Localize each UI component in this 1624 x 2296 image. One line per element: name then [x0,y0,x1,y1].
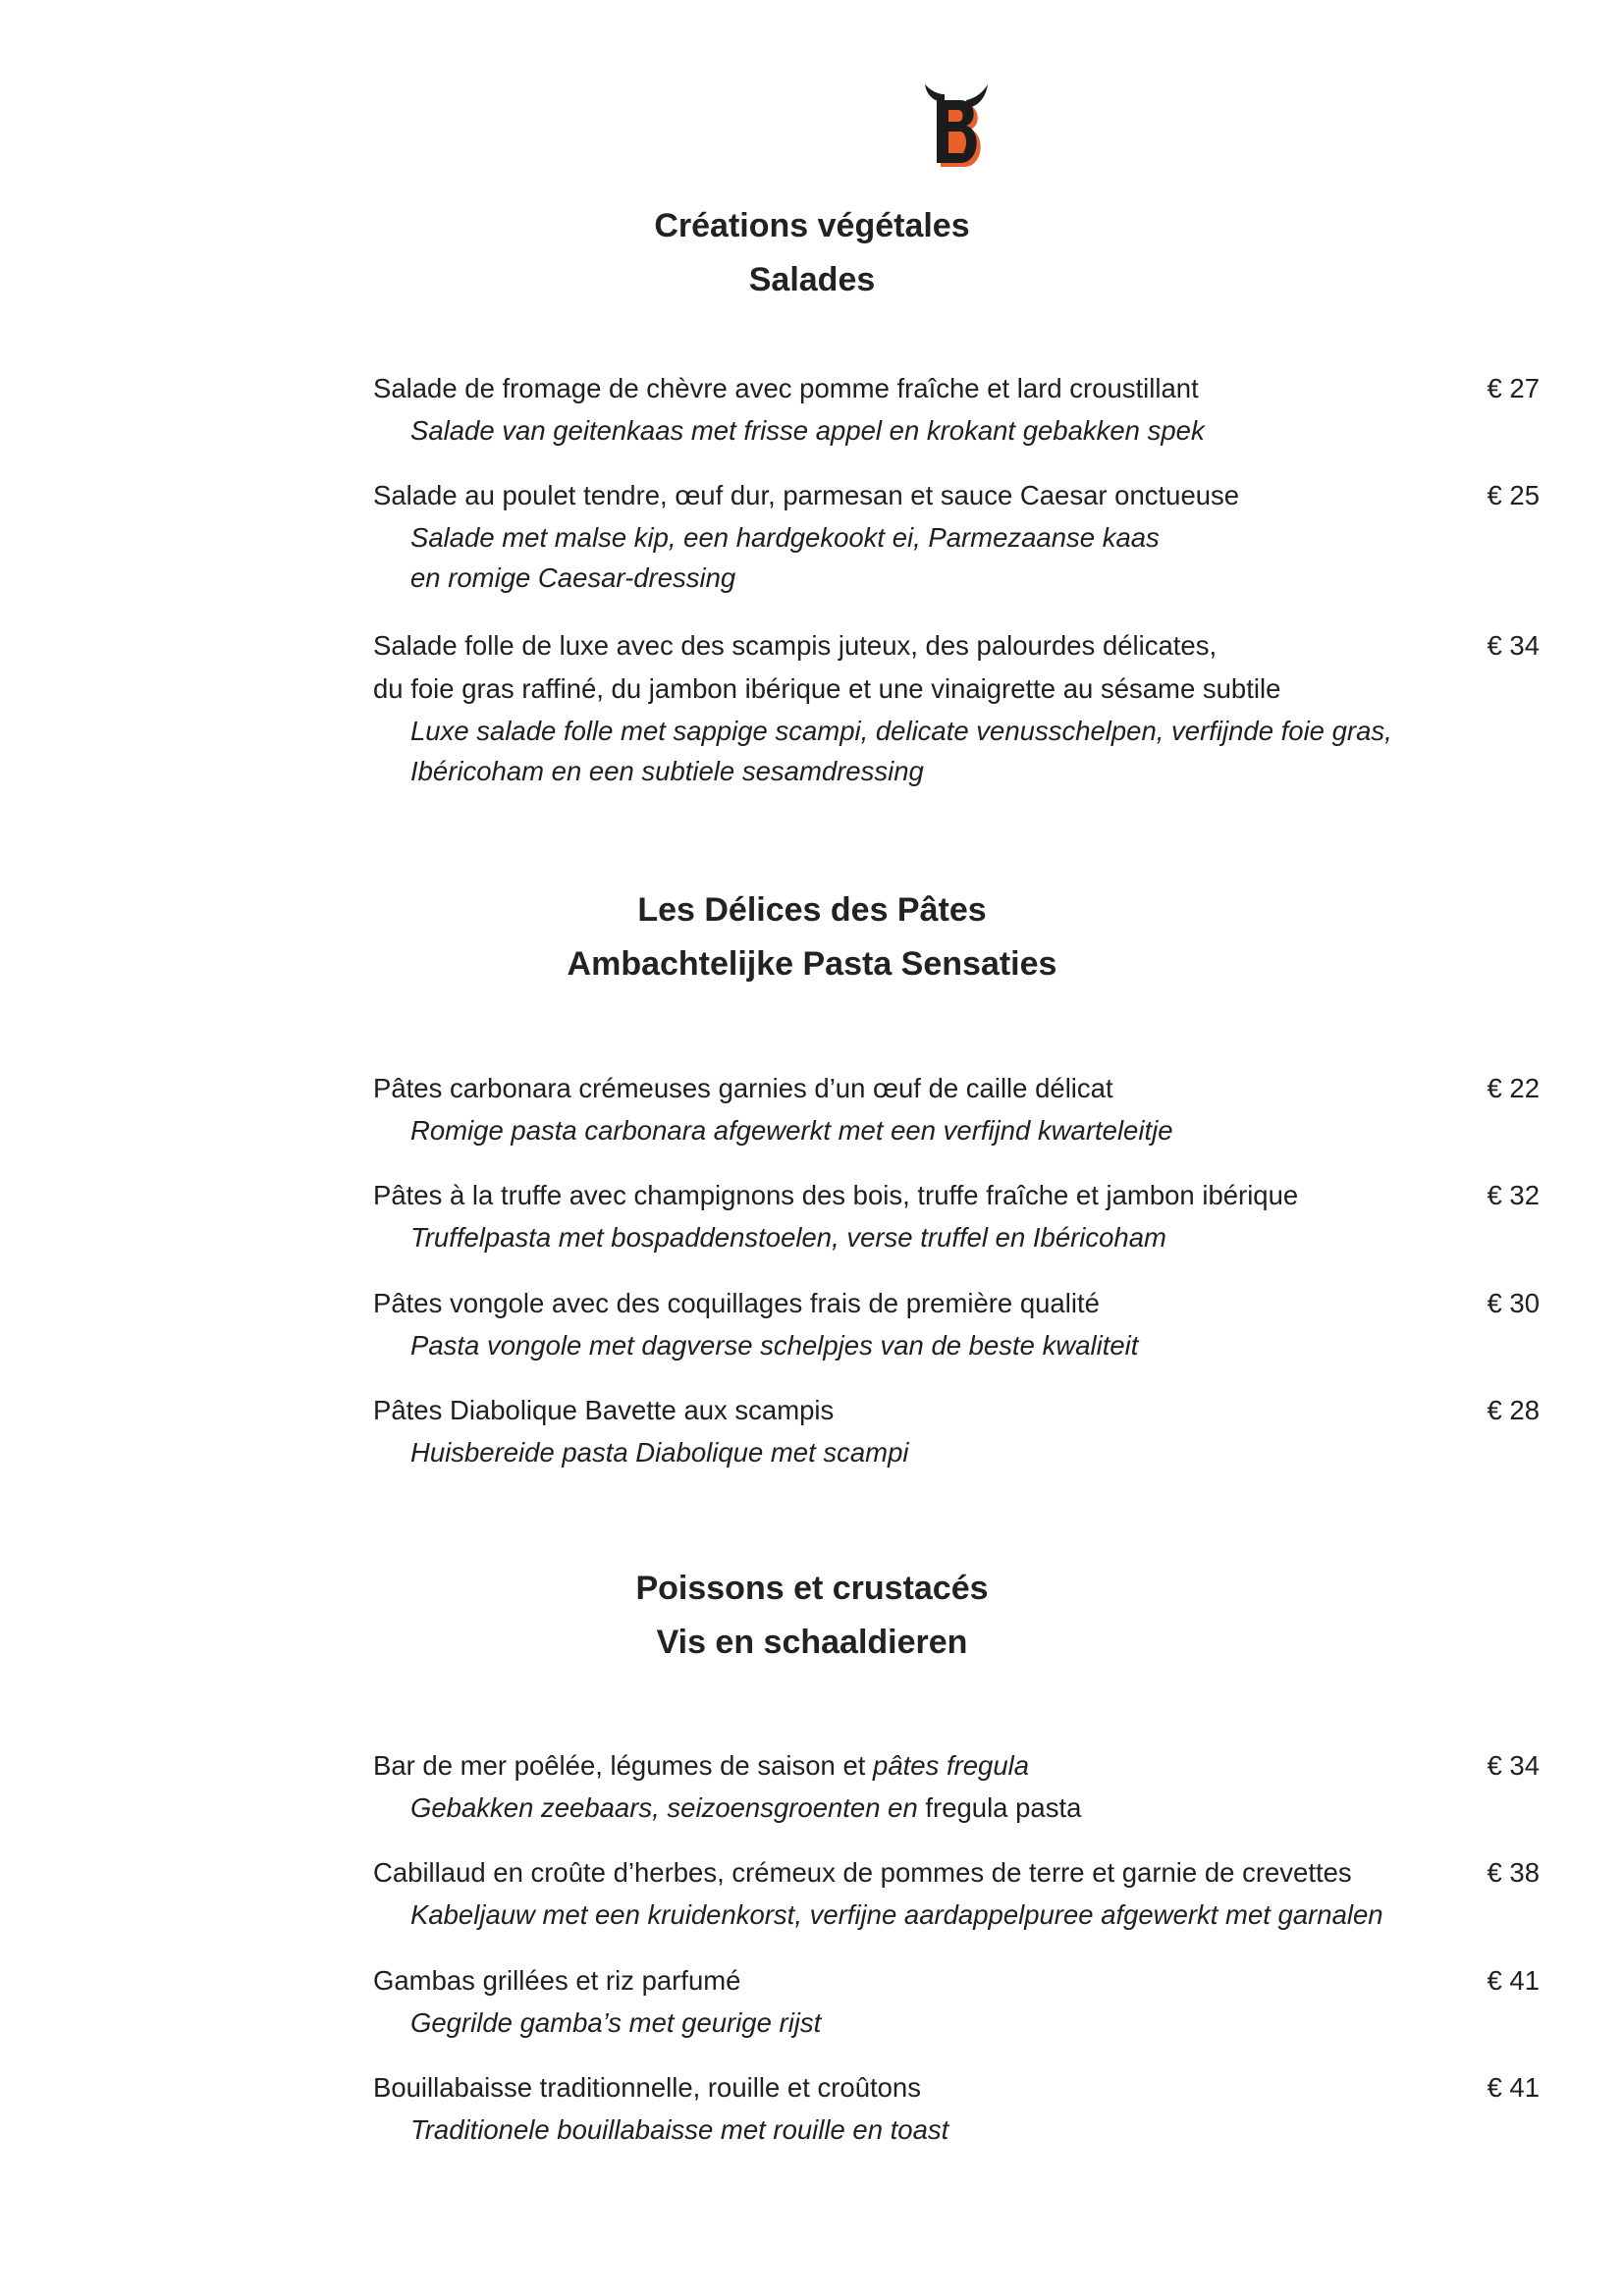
item-name-nl: Luxe salade folle met sappige scampi, delicate venusschelpen, verfijnde foie gras, [410,716,1392,746]
menu-item [373,474,1542,598]
menu-item [373,1389,1542,1472]
section-title-fr: Les Délices des Pâtes [637,891,987,929]
item-name-fr: du foie gras raffiné, du jambon ibérique et une vinaigrette au sésame subtile [373,673,1281,704]
item-name-nl: Romige pasta carbonara afgewerkt met een verfijnd kwarteleitje [410,1115,1173,1146]
item-name-nl: Salade met malse kip, een hardgekookt ei, Parmezaanse kaas [410,522,1160,553]
item-name-nl-upright: fregula pasta [925,1792,1082,1823]
item-name-fr-italic: pâtes fregula [873,1750,1030,1781]
item-price: € 30 [1487,1288,1540,1318]
menu-item [373,624,1542,791]
menu-item [373,1744,1542,1828]
menu-item [373,367,1542,451]
item-name-fr-main: Bar de mer poêlée, légumes de saison et [373,1750,874,1781]
item-name-fr: Salade de fromage de chèvre avec pomme fraîche et lard croustillant [373,373,1199,403]
item-name-nl: en romige Caesar-dressing [410,562,736,593]
item-price: € 32 [1487,1180,1540,1210]
item-price: € 28 [1487,1395,1540,1425]
item-name-fr: Cabillaud en croûte d’herbes, crémeux de pommes de terre et garnie de crevettes [373,1857,1352,1888]
item-name-fr [373,1744,1542,1788]
menu-item [373,1959,1542,2043]
section-title-nl: Ambachtelijke Pasta Sensaties [567,945,1057,983]
section-title-fr: Poissons et crustacés [635,1570,989,1607]
item-name-nl: Huisbereide pasta Diabolique met scampi [410,1437,909,1468]
menu-item [373,2066,1542,2150]
item-name-fr: Pâtes à la truffe avec champignons des bois, truffe fraîche et jambon ibérique [373,1180,1299,1210]
item-name-fr: Pâtes vongole avec des coquillages frais de première qualité [373,1288,1100,1318]
menu-item [373,1174,1542,1257]
menu-item [373,1851,1542,1935]
section-title-fr: Créations végétales [654,207,970,244]
item-name-nl: Truffelpasta met bospaddenstoelen, verse truffel en Ibéricoham [410,1222,1166,1253]
item-price: € 22 [1487,1073,1540,1103]
item-price: € 34 [1487,630,1540,661]
section-title-nl: Vis en schaaldieren [656,1624,968,1661]
item-name-nl [373,1788,1542,1828]
item-price: € 25 [1487,480,1540,510]
item-name-nl: Ibéricoham en een subtiele sesamdressing [410,756,924,786]
item-name-fr: Salade folle de luxe avec des scampis juteux, des palourdes délicates, [373,630,1218,661]
item-price: € 41 [1487,2072,1540,2103]
item-price: € 38 [1487,1857,1540,1888]
item-price: € 34 [1487,1750,1540,1781]
item-name-nl: Gegrilde gamba’s met geurige rijst [410,2007,822,2038]
item-price: € 41 [1487,1965,1540,1996]
item-name-fr: Pâtes Diabolique Bavette aux scampis [373,1395,835,1425]
bull-horned-b-logo-icon [921,80,992,171]
menu-item [373,1282,1542,1365]
item-name-fr: Pâtes carbonara crémeuses garnies d’un œuf de caille délicat [373,1073,1113,1103]
item-name-fr: Gambas grillées et riz parfumé [373,1965,741,1996]
item-name-fr: Bouillabaisse traditionnelle, rouille et croûtons [373,2072,921,2103]
item-name-nl: Pasta vongole met dagverse schelpjes van de beste kwaliteit [410,1330,1139,1361]
item-name-fr: Salade au poulet tendre, œuf dur, parmesan et sauce Caesar onctueuse [373,480,1240,510]
section-title-nl: Salades [748,261,876,298]
item-name-nl: Traditionele bouillabaisse met rouille en toast [410,2114,949,2145]
menu-item [373,1067,1542,1150]
item-name-nl-italic: Gebakken zeebaars, seizoensgroenten en [410,1792,926,1823]
item-price: € 27 [1487,373,1540,403]
item-name-nl: Salade van geitenkaas met frisse appel en krokant gebakken spek [410,415,1205,446]
item-name-nl: Kabeljauw met een kruidenkorst, verfijne aardappelpuree afgewerkt met garnalen [410,1899,1383,1930]
